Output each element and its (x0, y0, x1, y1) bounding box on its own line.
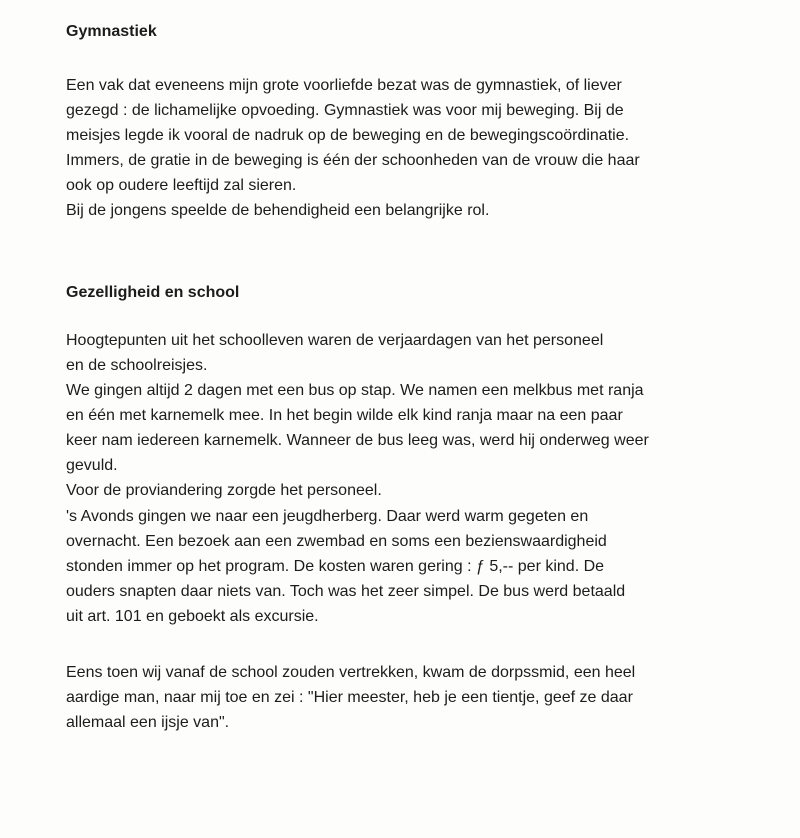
paragraph-line: Hoogtepunten uit het schoolleven waren de verjaardagen van het personeel (66, 332, 604, 349)
paragraph-line: en één met karnemelk mee. In het begin wilde elk kind ranja maar na een paar (66, 407, 623, 424)
paragraph-line: allemaal een ijsje van". (66, 714, 230, 731)
paragraph-line: keer nam iedereen karnemelk. Wanneer de bus leeg was, werd hij onderweg weer (66, 432, 649, 449)
section-heading-gezelligheid: Gezelligheid en school (66, 284, 240, 301)
paragraph-line: gevuld. (66, 457, 118, 474)
paragraph-line: overnacht. Een bezoek aan een zwembad en soms een bezienswaardigheid (66, 533, 607, 550)
paragraph-line: Immers, de gratie in de beweging is één der schoonheden van de vrouw die haar (66, 152, 640, 169)
paragraph-line: Eens toen wij vanaf de school zouden vertrekken, kwam de dorpssmid, een heel (66, 664, 636, 681)
paragraph-line: ook op oudere leeftijd zal sieren. (66, 177, 297, 194)
paragraph-line: We gingen altijd 2 dagen met een bus op stap. We namen een melkbus met ranja (66, 382, 644, 399)
paragraph-line: aardige man, naar mij toe en zei : "Hier meester, heb je een tientje, geef ze daar (66, 689, 633, 706)
paragraph-line: Voor de proviandering zorgde het personeel. (66, 482, 382, 499)
section-heading-gymnastiek: Gymnastiek (66, 23, 157, 40)
paragraph-line: stonden immer op het program. De kosten waren gering : ƒ 5,-- per kind. De (66, 558, 605, 575)
paragraph-line: meisjes legde ik vooral de nadruk op de beweging en de bewegingscoördinatie. (66, 127, 630, 144)
paragraph-line: uit art. 101 en geboekt als excursie. (66, 608, 319, 625)
paragraph-line: 's Avonds gingen we naar een jeugdherberg. Daar werd warm gegeten en (66, 508, 589, 525)
paragraph-line: en de schoolreisjes. (66, 357, 208, 374)
paragraph-line: ouders snapten daar niets van. Toch was het zeer simpel. De bus werd betaald (66, 583, 626, 600)
paragraph-line: Bij de jongens speelde de behendigheid een belangrijke rol. (66, 202, 490, 219)
paragraph-line: gezegd : de lichamelijke opvoeding. Gymnastiek was voor mij beweging. Bij de (66, 102, 624, 119)
paragraph-line: Een vak dat eveneens mijn grote voorliefde bezat was de gymnastiek, of liever (66, 77, 622, 94)
